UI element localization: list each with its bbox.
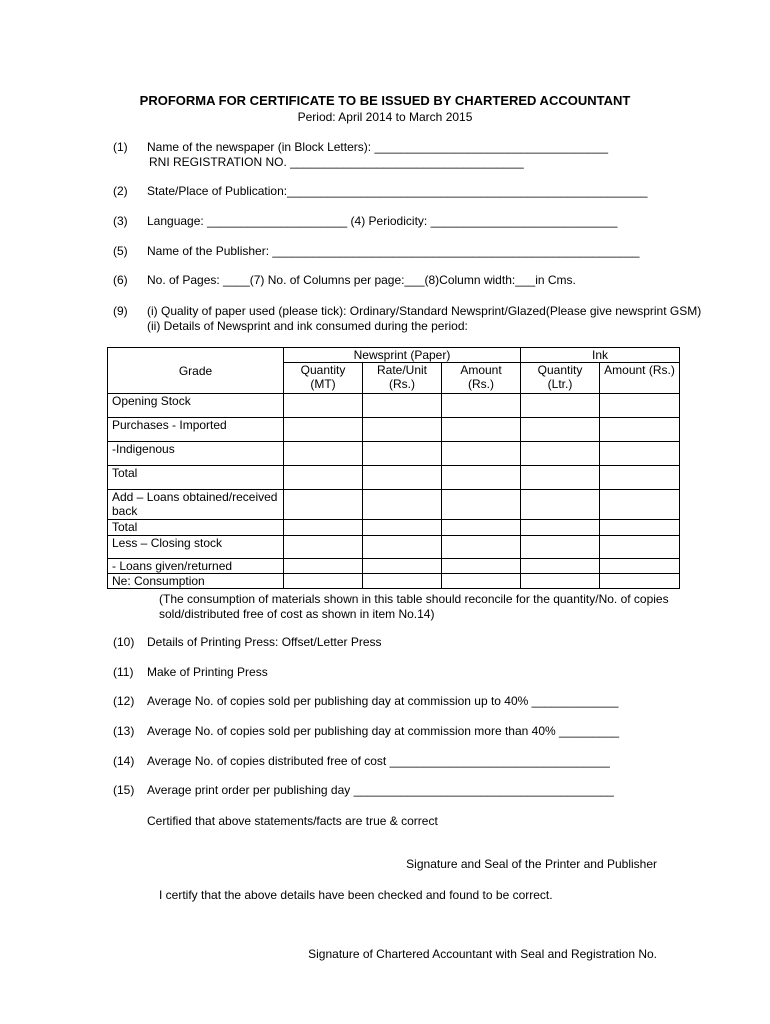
- table-cell: [600, 490, 680, 520]
- quantity-ltr-header: Quantity (Ltr.): [521, 363, 600, 394]
- reconciliation-note: (The consumption of materials shown in this table should reconcile for the quantity/No. of copies sold/distributed free of cost as shown in item No.14): [159, 592, 669, 621]
- pages-columns-field: No. of Pages: ____(7) No. of Columns per page:___(8)Column width:___in Cms.: [147, 273, 576, 287]
- table-row: [108, 536, 680, 559]
- item-number: (9): [113, 304, 128, 318]
- table-cell: [284, 442, 363, 466]
- item-number: (10): [113, 635, 135, 649]
- ca-signature-label: Signature of Chartered Accountant with Seal and Registration No.: [308, 947, 657, 961]
- ca-certification-statement: I certify that the above details have been checked and found to be correct.: [159, 888, 553, 902]
- table-cell: [363, 442, 442, 466]
- item-number: (3): [113, 214, 128, 228]
- table-cell: [363, 520, 442, 536]
- copies-sold-upto-40-field: Average No. of copies sold per publishing day at commission up to 40% _____________: [147, 694, 619, 708]
- paper-quality-line: (i) Quality of paper used (please tick): Ordinary/Standard Newsprint/Glazed(Please give newsprint GSM): [147, 304, 702, 318]
- table-cell: [521, 536, 600, 559]
- item-number: (14): [113, 754, 135, 768]
- copies-free-field: Average No. of copies distributed free of cost _________________________________: [147, 754, 610, 768]
- rate-unit-header: Rate/Unit (Rs.): [363, 363, 442, 394]
- table-cell: [363, 394, 442, 418]
- item-number: (6): [113, 273, 128, 287]
- table-row: [108, 466, 680, 490]
- grade-header: Grade: [108, 348, 284, 394]
- table-cell: [363, 536, 442, 559]
- table-cell: [284, 536, 363, 559]
- table-cell: [363, 418, 442, 442]
- table-cell: [600, 394, 680, 418]
- newsprint-amount-header: Amount (Rs.): [442, 363, 521, 394]
- ink-header: Ink: [521, 348, 680, 363]
- table-cell: [442, 559, 521, 574]
- table-cell: [521, 520, 600, 536]
- table-cell: [600, 418, 680, 442]
- table-cell: [442, 574, 521, 589]
- publisher-signature-label: Signature and Seal of the Printer and Publisher: [406, 857, 657, 871]
- table-cell: [284, 520, 363, 536]
- table-cell: [284, 490, 363, 520]
- quantity-mt-header: Quantity (MT): [284, 363, 363, 394]
- table-cell: [521, 490, 600, 520]
- row-label: -Indigenous: [108, 442, 284, 466]
- item-number: (13): [113, 724, 135, 738]
- item-number: (12): [113, 694, 135, 708]
- table-cell: [442, 394, 521, 418]
- rni-registration-field: RNI REGISTRATION NO. ___________________________________: [149, 155, 524, 169]
- copies-sold-over-40-field: Average No. of copies sold per publishing day at commission more than 40% _________: [147, 724, 620, 738]
- period-line: Period: April 2014 to March 2015: [297, 110, 473, 124]
- table-cell: [521, 394, 600, 418]
- table-cell: [442, 466, 521, 490]
- print-order-field: Average print order per publishing day _______________________________________: [147, 783, 614, 797]
- table-cell: [521, 466, 600, 490]
- language-periodicity-field: Language: _____________________ (4) Periodicity: ____________________________: [147, 214, 618, 228]
- table-cell: [363, 559, 442, 574]
- table-cell: [521, 442, 600, 466]
- printing-press-make: Make of Printing Press: [147, 665, 268, 679]
- item-number: (11): [113, 665, 134, 679]
- certified-statement: Certified that above statements/facts are true & correct: [147, 814, 438, 828]
- table-cell: [521, 559, 600, 574]
- row-label: Purchases - Imported: [108, 418, 284, 442]
- row-label: Total: [108, 466, 284, 490]
- state-place-field: State/Place of Publication:______________________________________________________: [147, 184, 648, 198]
- row-label: - Loans given/returned: [108, 559, 284, 574]
- publisher-name-field: Name of the Publisher: _______________________________________________________: [147, 244, 640, 258]
- row-label: Add – Loans obtained/received back: [108, 490, 284, 520]
- table-cell: [600, 559, 680, 574]
- item-number: (1): [113, 140, 128, 154]
- table-cell: [442, 490, 521, 520]
- table-row: [108, 574, 680, 589]
- newspaper-name-field: Name of the newspaper (in Block Letters): ___________________________________: [147, 140, 609, 154]
- table-cell: [284, 466, 363, 490]
- row-label: Ne: Consumption: [108, 574, 284, 589]
- table-cell: [363, 466, 442, 490]
- item-number: (5): [113, 244, 128, 258]
- table-cell: [442, 520, 521, 536]
- table-row: [108, 418, 680, 442]
- ink-amount-header: Amount (Rs.): [600, 363, 680, 394]
- table-cell: [600, 520, 680, 536]
- item-number: (2): [113, 184, 128, 198]
- table-row: [108, 520, 680, 536]
- table-cell: [442, 442, 521, 466]
- item-number: (15): [113, 783, 135, 797]
- table-cell: [284, 394, 363, 418]
- row-label: Less – Closing stock: [108, 536, 284, 559]
- document-title: PROFORMA FOR CERTIFICATE TO BE ISSUED BY CHARTERED ACCOUNTANT: [139, 93, 631, 108]
- table-cell: [363, 574, 442, 589]
- table-cell: [363, 490, 442, 520]
- printing-press-details: Details of Printing Press: Offset/Letter Press: [147, 635, 382, 649]
- table-cell: [600, 442, 680, 466]
- table-cell: [284, 418, 363, 442]
- table-cell: [600, 574, 680, 589]
- row-label: Total: [108, 520, 284, 536]
- table-cell: [521, 574, 600, 589]
- newsprint-details-line: (ii) Details of Newsprint and ink consumed during the period:: [147, 319, 468, 333]
- table-cell: [442, 536, 521, 559]
- table-row: [108, 490, 680, 520]
- table-row: [108, 559, 680, 574]
- table-cell: [284, 574, 363, 589]
- row-label: Opening Stock: [108, 394, 284, 418]
- table-cell: [521, 418, 600, 442]
- newsprint-header: Newsprint (Paper): [284, 348, 521, 363]
- table-row: [108, 394, 680, 418]
- table-cell: [442, 418, 521, 442]
- table-cell: [600, 466, 680, 490]
- table-row: [108, 442, 680, 466]
- table-cell: [284, 559, 363, 574]
- table-cell: [600, 536, 680, 559]
- newsprint-ink-table: [107, 347, 680, 589]
